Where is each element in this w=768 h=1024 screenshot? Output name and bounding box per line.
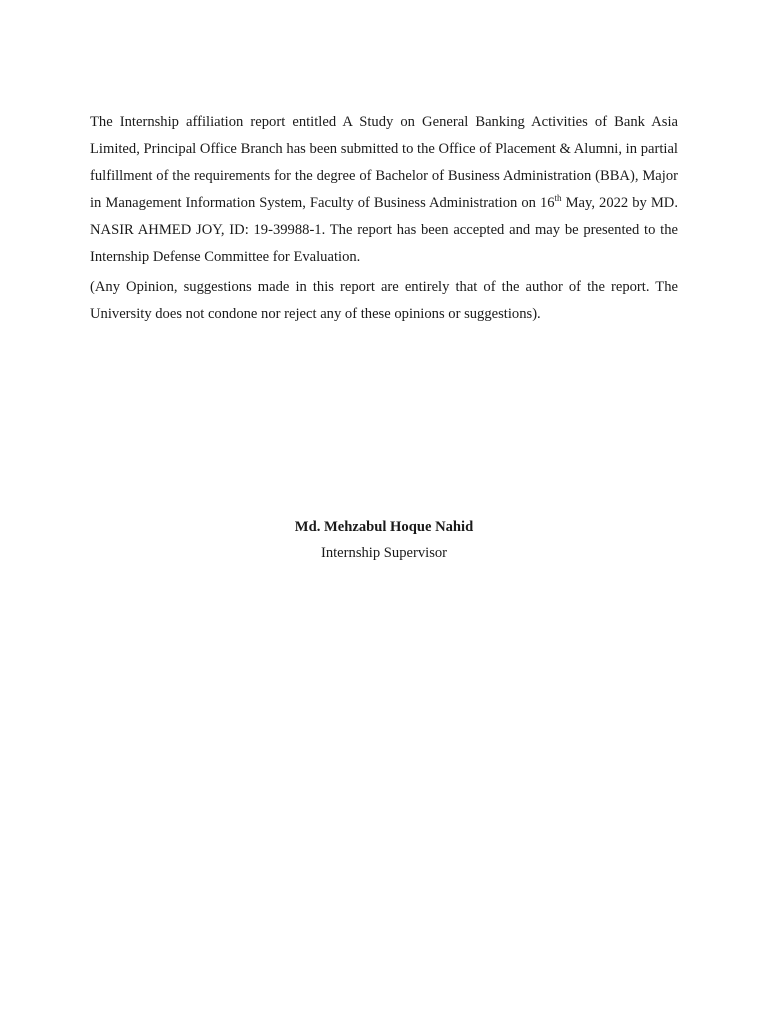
approval-text-part-1: The Internship affiliation report entitled A Study on General Banking Activities of Bank Asia Limited, Principal Office Branch has been submitted to the Office of Placement & Alumni, in partial fulfillment of the requirements for the degree of Bachelor of Business Administration (BBA), Major in Management Information System, Faculty of Business Administration on 16 [90, 114, 678, 211]
approval-paragraph [90, 109, 678, 271]
supervisor-name: Md. Mehzabul Hoque Nahid [294, 519, 474, 535]
body-text [90, 109, 678, 328]
disclaimer-paragraph: (Any Opinion, suggestions made in this report are entirely that of the author of the report. The University does not condone nor reject any of these opinions or suggestions). [90, 279, 678, 322]
approval-text-part-2: May, 2022 by MD. NASIR AHMED JOY, ID: 19-39988-1. The report has been accepted and may be presented to the Internship Defense Committee for Evaluation. [90, 195, 678, 265]
date-ordinal-suffix: th [554, 193, 562, 203]
supervisor-title: Internship Supervisor [320, 545, 448, 561]
signature-block [0, 514, 768, 566]
